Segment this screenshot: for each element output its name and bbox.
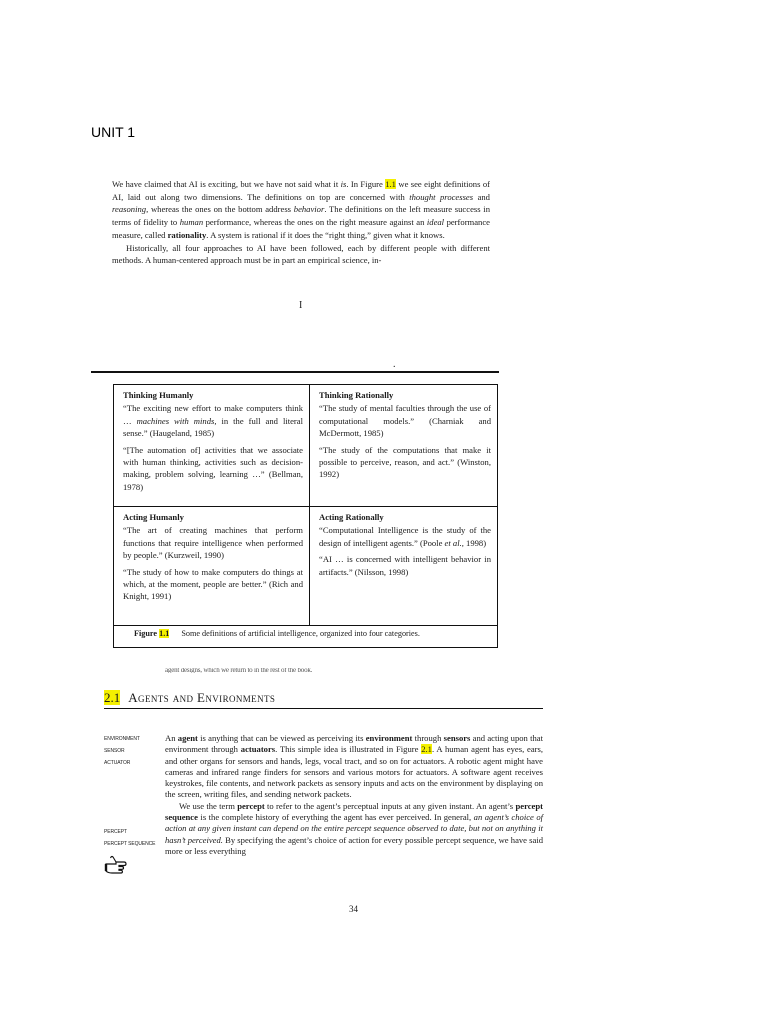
text-run: An — [165, 733, 178, 743]
margin-label-percept-sequence: PERCEPT SEQUENCE — [104, 841, 156, 847]
text-run: reasoning — [112, 204, 147, 215]
intro-paragraph-2 — [112, 242, 490, 267]
text-run: thought processes — [409, 191, 474, 202]
text-run: ideal — [426, 217, 445, 228]
intro-paragraph-1 — [112, 178, 490, 242]
text-run: agent — [177, 733, 198, 743]
intro-text — [112, 178, 490, 267]
text-run: , 1998) — [461, 537, 487, 548]
cell-thinking-humanly — [114, 385, 310, 506]
text-run: , whereas the ones on the bottom address — [146, 204, 294, 215]
margin-label-percept: PERCEPT — [104, 829, 127, 835]
section-heading — [104, 690, 543, 709]
body-paragraph-1 — [165, 733, 543, 801]
figure-caption-text: Some definitions of artificial intelligence, organized into four categories. — [181, 629, 420, 638]
cell-heading: Acting Rationally — [319, 512, 384, 522]
figure-top-rule — [91, 371, 499, 373]
margin-label-environment: ENVIRONMENT — [104, 736, 140, 742]
text-run: human — [179, 217, 204, 228]
text-run: environment — [365, 733, 413, 743]
text-run: . A system is rational if it does the “right thing,” given what it knows. — [206, 229, 445, 240]
text-run: “AI … is concerned with intelligent behavior in artifacts.” (Nilsson, 1998) — [319, 554, 491, 577]
text-run: “Computational Intelligence is the study of the design of intelligent agents.” (Poole — [319, 525, 491, 548]
text-run: “The exciting new effort to make computers think … — [123, 403, 303, 426]
text-run: 1.1 — [385, 179, 396, 189]
stray-dot: . — [393, 359, 396, 370]
text-run: . The definitions on the left measure success in terms of fidelity to — [112, 204, 490, 228]
pointing-hand-icon — [104, 855, 128, 875]
text-run: we see eight definitions of AI, laid out along two dimensions. The definitions on top are concerned with — [112, 179, 490, 202]
quote — [123, 524, 303, 561]
text-run: Historically, all four approaches to AI have been followed, each by different people with different methods. A human-centered approach must be in part an empirical science, in- — [112, 242, 490, 266]
text-run: an agent’s choice of action at any given instant can depend on the entire percept sequence observed to date, but not on anything it hasn’t perceived. — [165, 812, 544, 845]
text-run: is — [340, 179, 347, 189]
quote — [123, 402, 303, 439]
text-run: “The study of how to make computers do things at which, at the moment, people are better.” (Rich and Knight, 1991) — [123, 566, 303, 602]
text-run: et al. — [444, 537, 462, 548]
cell-acting-rationally — [310, 506, 497, 625]
quote — [319, 553, 491, 578]
text-run: and — [473, 191, 490, 202]
cell-heading: Thinking Humanly — [123, 390, 194, 400]
text-run: By specifying the agent’s choice of action for every possible percept sequence, we have said more or less everything — [165, 834, 544, 856]
text-run: is anything that can be viewed as perceiving its — [197, 733, 366, 743]
text-run: sensors — [443, 733, 471, 743]
text-run: “[The automation of] activities that we associate with human thinking, activities such as decision-making, problem solving, learning …” (Bellman, 1978) — [123, 444, 303, 492]
text-run: , in the full and literal sense.” (Haugeland, 1985) — [123, 415, 303, 439]
figure-caption — [113, 626, 498, 648]
text-run: . This simple idea is illustrated in Figure — [275, 744, 422, 755]
text-run: We use the term — [179, 800, 238, 811]
quote — [319, 402, 491, 439]
text-run: behavior — [293, 204, 325, 215]
ai-definitions-figure — [113, 384, 498, 626]
text-run: percept — [237, 800, 265, 811]
text-run: . In Figure — [346, 179, 386, 189]
body-paragraph-2 — [165, 801, 543, 857]
text-run: “The study of mental faculties through the use of computational models.” (Charniak and McDermott, 1985) — [319, 403, 491, 439]
text-run: We have claimed that AI is exciting, but we have not said what it — [112, 179, 341, 189]
text-run: “The study of the computations that make it possible to perceive, reason, and act.” (Winston, 1992) — [319, 444, 491, 480]
text-run: actuators — [240, 744, 276, 755]
text-run: percept sequence — [165, 800, 543, 823]
margin-label-actuator: ACTUATOR — [104, 760, 131, 766]
page-number: 34 — [349, 904, 358, 914]
cut-off-text-line: agent designs, which we return to in the rest of the book. — [165, 668, 313, 673]
quote — [319, 444, 491, 481]
cell-heading: Thinking Rationally — [319, 390, 394, 400]
cell-acting-humanly — [114, 506, 310, 625]
figure-caption-label: Figure 1.1 — [134, 629, 170, 638]
text-run: machines with minds — [136, 415, 215, 426]
text-run: is the complete history of everything the agent has ever perceived. In general, — [197, 812, 474, 823]
text-run: . A human agent has eyes, ears, and other organs for sensors and hands, legs, vocal tract, and so on for actuators. A robotic agent might have cameras and infrared range finders for sensors and various motors for actuators. A software agent receives keystrokes, file contents, and network packets as sensory inputs and acts on the environment by displaying on the screen, writing files, and sending network packets. — [165, 744, 543, 800]
text-run: rationality — [167, 229, 207, 240]
quote — [319, 524, 491, 549]
text-run: and acting upon that environment through — [165, 733, 543, 755]
text-run: 2.1 — [421, 744, 432, 755]
cell-thinking-rationally — [310, 385, 497, 506]
margin-label-sensor: SENSOR — [104, 748, 125, 754]
quote — [123, 566, 303, 603]
text-run: to refer to the agent’s perceptual inputs at any given instant. An agent’s — [264, 800, 516, 811]
text-run: through — [412, 733, 444, 743]
text-run: “The art of creating machines that perform functions that require intelligence when performed by people.” (Kurzweil, 1990) — [123, 525, 303, 561]
quote — [123, 444, 303, 494]
unit-title: UNIT 1 — [91, 124, 136, 140]
text-cursor-mark: I — [299, 300, 303, 311]
text-run: performance, whereas the ones on the right measure against an — [203, 217, 427, 228]
section-title: Agents and Environments — [128, 690, 276, 705]
cell-heading: Acting Humanly — [123, 512, 184, 522]
agents-body-text — [165, 733, 543, 857]
text-run: performance measure, called — [112, 217, 490, 240]
section-number: 2.1 — [104, 690, 121, 705]
